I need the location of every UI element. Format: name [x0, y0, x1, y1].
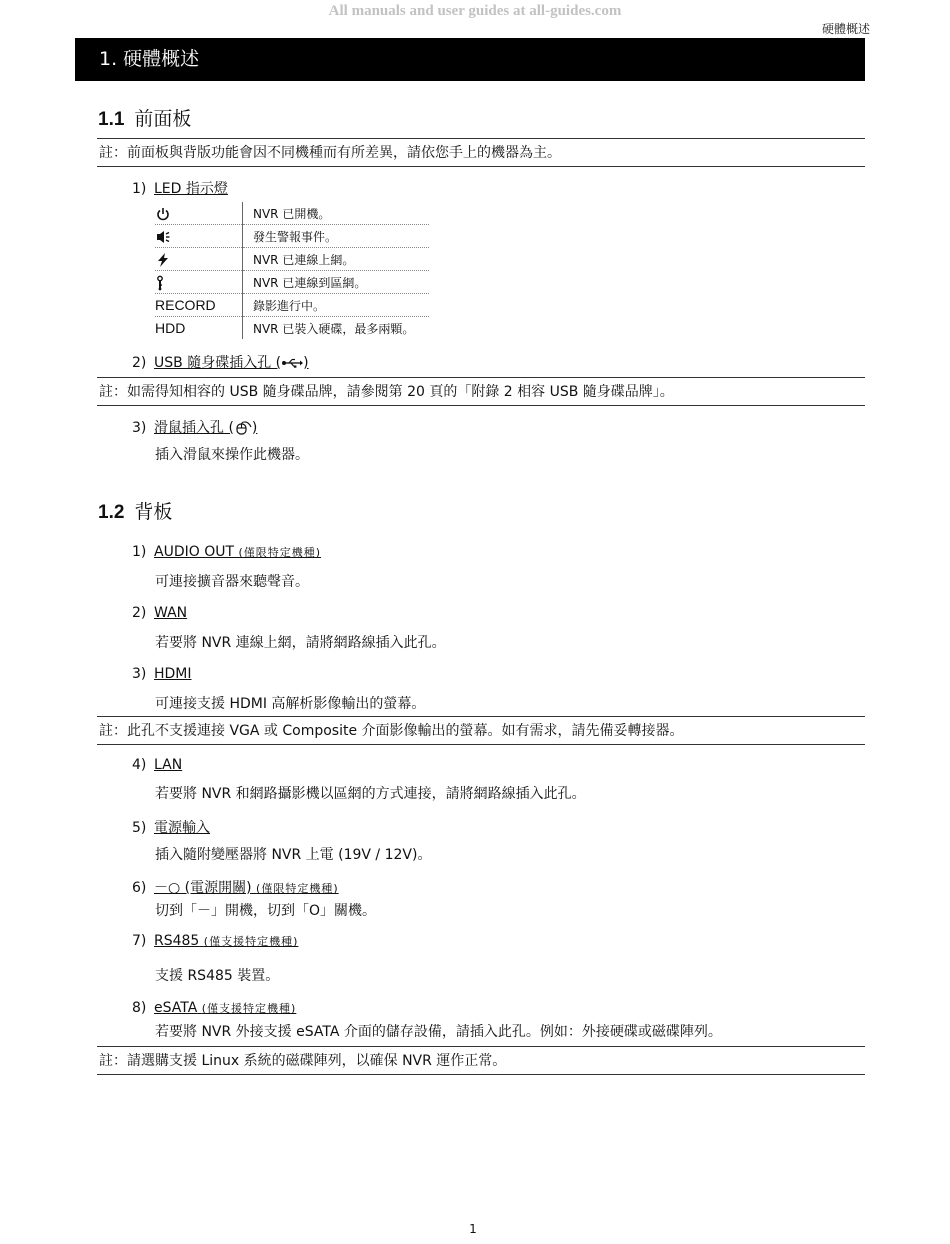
lan-icon — [155, 275, 171, 291]
power-switch-label-text: －○ (電源開關) — [154, 880, 252, 896]
item-label: 電源輸入 — [154, 820, 210, 836]
chapter-banner — [75, 38, 865, 81]
led-indicator-item — [132, 178, 228, 198]
model-note: (僅限特定機種) — [256, 882, 339, 895]
power-switch-desc: 切到「－」開機，切到「O」關機。 — [155, 903, 377, 919]
audio-label-text: AUDIO OUT — [154, 544, 235, 560]
power-input-item — [132, 817, 210, 837]
item-label — [154, 420, 257, 436]
led-icon-cell — [155, 271, 243, 294]
usb-label-text: USB 隨身碟插入孔 ( — [154, 355, 282, 371]
item-number: 1) — [132, 544, 147, 560]
hdmi-desc: 可連接支援 HDMI 高解析影像輸出的螢幕。 — [155, 696, 426, 712]
model-note: (僅支援特定機種) — [203, 935, 299, 948]
item-number: 3) — [132, 666, 147, 682]
lan-desc: 若要將 NVR 和網路攝影機以區網的方式連接，請將網路線插入此孔。 — [155, 786, 586, 802]
esata-item — [132, 1000, 296, 1016]
chapter-title: 1. 硬體概述 — [99, 48, 200, 70]
led-desc: NVR 已裝入硬碟，最多兩顆。 — [243, 317, 430, 340]
item-number: 3) — [132, 420, 147, 436]
power-switch-item — [132, 877, 339, 897]
item-number: 5) — [132, 820, 147, 836]
item-number: 7) — [132, 933, 147, 949]
item-number: 6) — [132, 880, 147, 896]
mouse-label-text: 滑鼠插入孔 ( — [154, 420, 234, 436]
section-number: 1.2 — [98, 502, 125, 523]
wan-desc: 若要將 NVR 連線上網，請將網路線插入此孔。 — [155, 635, 446, 651]
led-icon-cell — [155, 202, 243, 225]
power-icon — [155, 206, 171, 222]
watermark: All manuals and user guides at all-guides.com — [328, 3, 622, 19]
led-label: RECORD — [155, 294, 243, 317]
item-label: LED 指示燈 — [154, 181, 228, 197]
lightning-icon — [155, 252, 171, 268]
item-number: 8) — [132, 1000, 147, 1016]
hdmi-item — [132, 666, 192, 682]
led-label: HDD — [155, 320, 186, 336]
item-number: 1) — [132, 181, 147, 197]
led-row — [155, 271, 429, 294]
section-number: 1.1 — [98, 109, 125, 130]
led-desc: 發生警報事件。 — [243, 225, 430, 248]
wan-item — [132, 605, 187, 621]
led-row — [155, 294, 429, 317]
power-input-desc: 插入隨附變壓器將 NVR 上電 (19V / 12V)。 — [155, 847, 432, 863]
led-icon-cell — [155, 225, 243, 248]
led-row — [155, 225, 429, 248]
led-desc: 錄影進行中。 — [243, 294, 430, 317]
item-number: 2) — [132, 605, 147, 621]
audio-out-item — [132, 544, 321, 560]
item-label: HDMI — [154, 666, 192, 682]
page-number: 1 — [469, 1222, 477, 1236]
section-1-1-heading — [98, 104, 191, 131]
item-label: WAN — [154, 605, 188, 621]
item-label — [154, 880, 339, 896]
item-label — [154, 355, 309, 371]
item-label: LAN — [154, 757, 183, 773]
section-title: 前面板 — [134, 108, 192, 130]
note-linux-raid: 註：請選購支援 Linux 系統的磁碟陣列，以確保 NVR 運作正常。 — [97, 1046, 865, 1075]
section-1-2-heading — [98, 497, 172, 524]
mouse-label-end: ) — [251, 420, 258, 436]
section-title: 背板 — [134, 501, 173, 523]
rs485-item — [132, 933, 298, 949]
item-label — [154, 933, 298, 949]
led-desc: NVR 已連線到區網。 — [243, 271, 430, 294]
rs485-desc: 支援 RS485 裝置。 — [155, 968, 280, 984]
item-label — [154, 1000, 296, 1016]
led-row — [155, 248, 429, 271]
mouse-port-desc: 插入滑鼠來操作此機器。 — [155, 447, 309, 463]
note-vga-composite: 註：此孔不支援連接 VGA 或 Composite 介面影像輸出的螢幕。如有需求，請先備妥轉接器。 — [97, 716, 865, 745]
esata-desc: 若要將 NVR 外接支援 eSATA 介面的儲存設備，請插入此孔。例如：外接硬碟或磁碟陣列。 — [155, 1024, 722, 1040]
usb-label-end: ) — [303, 355, 309, 371]
running-header: 硬體概述 — [821, 22, 870, 36]
rs485-label-text: RS485 — [154, 933, 200, 949]
item-number: 4) — [132, 757, 147, 773]
mouse-port-item — [132, 417, 257, 437]
item-number: 2) — [132, 355, 147, 371]
led-row — [155, 202, 429, 225]
item-label — [154, 544, 321, 560]
led-table — [155, 202, 429, 339]
alarm-icon — [155, 229, 171, 245]
esata-label-text: eSATA — [154, 1000, 198, 1016]
usb-icon — [281, 357, 303, 369]
led-desc: NVR 已連線上網。 — [243, 248, 430, 271]
note-front-panel: 註：前面板與背版功能會因不同機種而有所差異，請依您手上的機器為主。 — [97, 138, 865, 167]
model-note: (僅限特定機種) — [238, 546, 322, 559]
model-note: (僅支援特定機種) — [201, 1002, 297, 1015]
usb-port-item — [132, 352, 309, 372]
mouse-icon — [234, 421, 252, 435]
led-desc: NVR 已開機。 — [243, 202, 430, 225]
lan-item — [132, 757, 182, 773]
note-usb-brands: 註：如需得知相容的 USB 隨身碟品牌，請參閱第 20 頁的「附錄 2 相容 USB 隨身碟品牌」。 — [97, 377, 865, 406]
audio-out-desc: 可連接擴音器來聽聲音。 — [155, 574, 309, 590]
led-row — [155, 317, 429, 340]
led-icon-cell — [155, 248, 243, 271]
